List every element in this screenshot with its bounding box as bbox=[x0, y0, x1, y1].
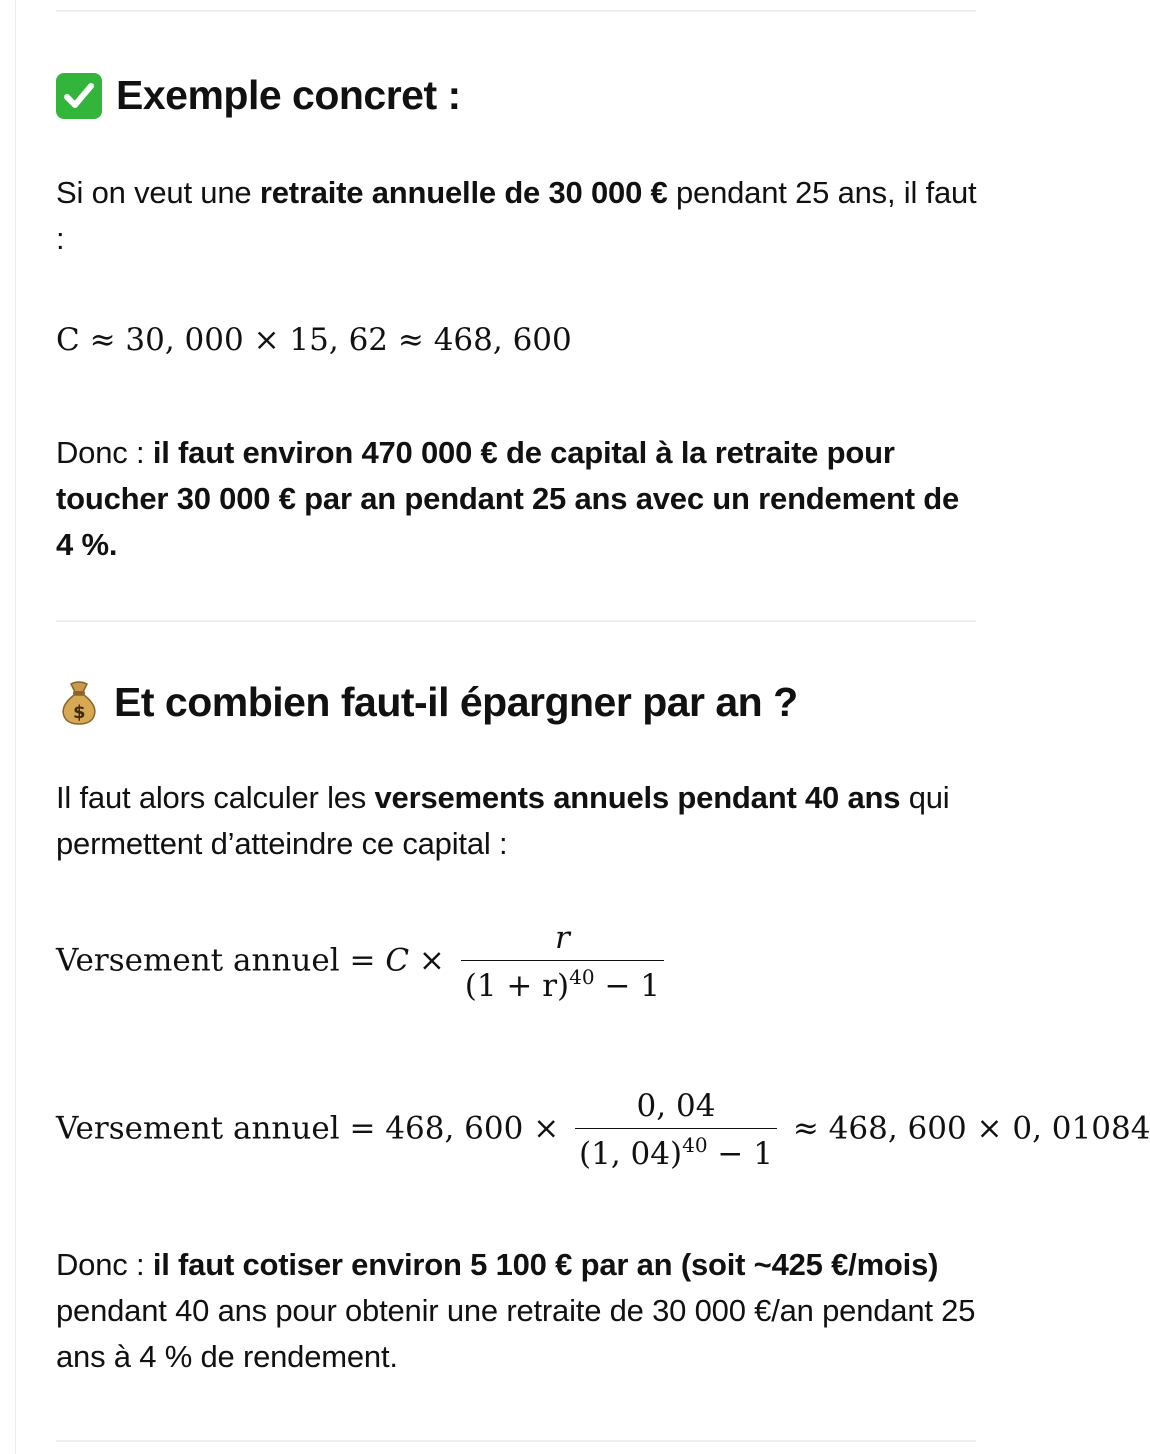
fraction-numeric: $\frac{0, 04}{(1, 04)^{40} - 1}$ bbox=[575, 1088, 777, 1172]
svg-text:$: $ bbox=[72, 702, 86, 723]
formula-annual-payment-numeric: Versement annuel = 468, 600 × $\frac{0, 04}{(1, 04)^{40} - 1}$ ≈ 468, 600 × 0, 01084 bbox=[56, 1088, 1150, 1172]
formula-capital: C ≈ 30, 000 × 15, 62 ≈ 468, 600 bbox=[56, 322, 572, 358]
paragraph-savings-conclusion: Donc : il faut cotiser environ 5 100 € par an (soit ~425 €/mois) pendant 40 ans pour obtenir une retraite de 30 000 €/an pendant 25 ans à 4 % de rendement. bbox=[56, 1247, 976, 1374]
section-heading-savings-text: Et combien faut-il épargner par an ? bbox=[114, 678, 798, 725]
formula-annual-payment-general: Versement annuel = C × $\frac{r}{(1 + r)^{40} - 1}$ bbox=[56, 920, 670, 1004]
fraction-general: $\frac{r}{(1 + r)^{40} - 1}$ bbox=[461, 920, 664, 1004]
section-heading-example bbox=[56, 72, 461, 119]
divider-middle bbox=[56, 620, 976, 622]
check-mark-icon bbox=[56, 73, 102, 119]
divider-bottom bbox=[56, 1440, 976, 1442]
left-border bbox=[15, 0, 16, 1454]
divider-top bbox=[56, 10, 976, 12]
section-heading-example-text: Exemple concret : bbox=[116, 72, 461, 118]
paragraph-capital-conclusion: Donc : il faut environ 470 000 € de capital à la retraite pour toucher 30 000 € par an pendant 25 ans avec un rendement de 4 %. bbox=[56, 435, 960, 562]
paragraph-retirement-goal: Si on veut une retraite annuelle de 30 000 € pendant 25 ans, il faut : bbox=[56, 175, 977, 256]
money-bag-icon bbox=[56, 678, 102, 726]
paragraph-annual-payments: Il faut alors calculer les versements annuels pendant 40 ans qui permettent d’atteindre ce capital : bbox=[56, 780, 950, 861]
section-heading-savings bbox=[56, 678, 798, 726]
